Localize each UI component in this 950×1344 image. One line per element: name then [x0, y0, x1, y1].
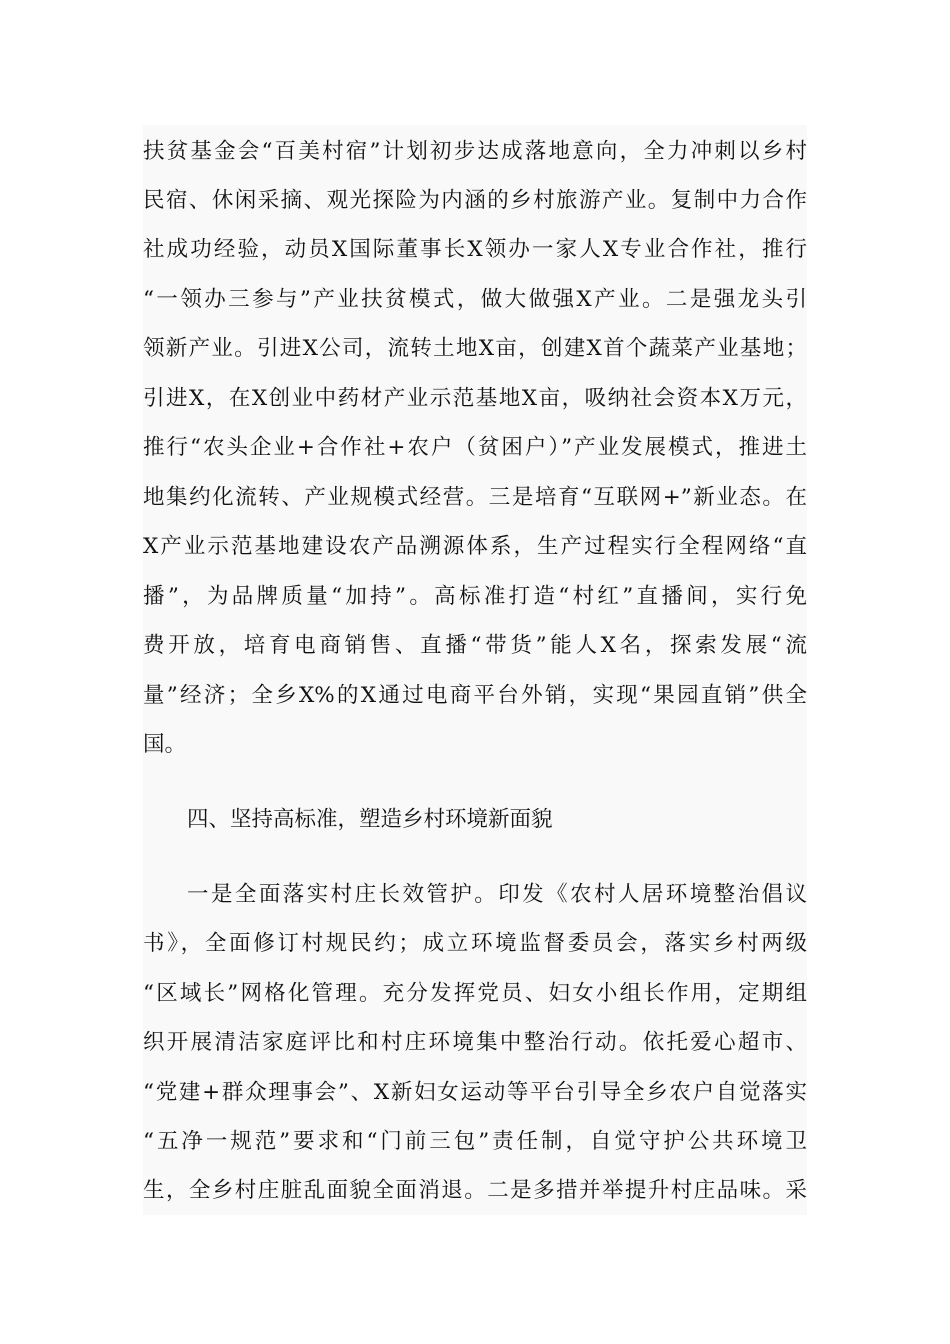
- text-line: 领新产业。引进X公司，流转土地X亩，创建X首个蔬菜产业基地；: [143, 336, 807, 361]
- text-line: “一领办三参与”产业扶贫模式，做大做强X产业。二是强龙头引: [143, 287, 807, 312]
- text-line: 推行“农头企业+合作社+农户（贫困户）”产业发展模式，推进土: [143, 435, 807, 460]
- text-line: 一是全面落实村庄长效管护。印发《农村人居环境整治倡议: [187, 882, 807, 907]
- text-line: 扶贫基金会“百美村宿”计划初步达成落地意向，全力冲刺以乡村: [143, 139, 807, 164]
- text-line: 社成功经验，动员X国际董事长X领办一家人X专业合作社，推行: [143, 237, 807, 262]
- text-line: 民宿、休闲采摘、观光探险为内涵的乡村旅游产业。复制中力合作: [143, 188, 807, 213]
- text-line: 地集约化流转、产业规模式经营。三是培育“互联网+”新业态。在: [143, 485, 807, 510]
- text-body: [143, 125, 807, 1215]
- text-line: “党建+群众理事会”、X新妇女运动等平台引导全乡农户自觉落实: [143, 1080, 807, 1105]
- text-line: 生，全乡村庄脏乱面貌全面消退。二是多措并举提升村庄品味。采: [143, 1178, 807, 1203]
- text-line: 织开展清洁家庭评比和村庄环境集中整治行动。依托爱心超市、: [143, 1030, 807, 1055]
- text-line: 国。: [143, 732, 187, 757]
- text-line: “五净一规范”要求和“门前三包”责任制，自觉守护公共环境卫: [143, 1129, 807, 1154]
- text-line: X产业示范基地建设农产品溯源体系，生产过程实行全程网络“直: [143, 534, 807, 559]
- text-line: 费开放，培育电商销售、直播“带货”能人X名，探索发展“流: [143, 633, 807, 658]
- text-line: 引进X，在X创业中药材产业示范基地X亩，吸纳社会资本X万元，: [143, 386, 807, 411]
- text-line: 书》，全面修订村规民约；成立环境监督委员会，落实乡村两级: [143, 931, 807, 956]
- text-line: 播”，为品牌质量“加持”。高标准打造“村红”直播间，实行免: [143, 584, 807, 609]
- text-line: “区域长”网格化管理。充分发挥党员、妇女小组长作用，定期组: [143, 981, 807, 1006]
- section-heading: 四、坚持高标准，塑造乡村环境新面貌: [187, 807, 553, 832]
- text-line: 量”经济；全乡X%的X通过电商平台外销，实现“果园直销”供全: [143, 683, 807, 708]
